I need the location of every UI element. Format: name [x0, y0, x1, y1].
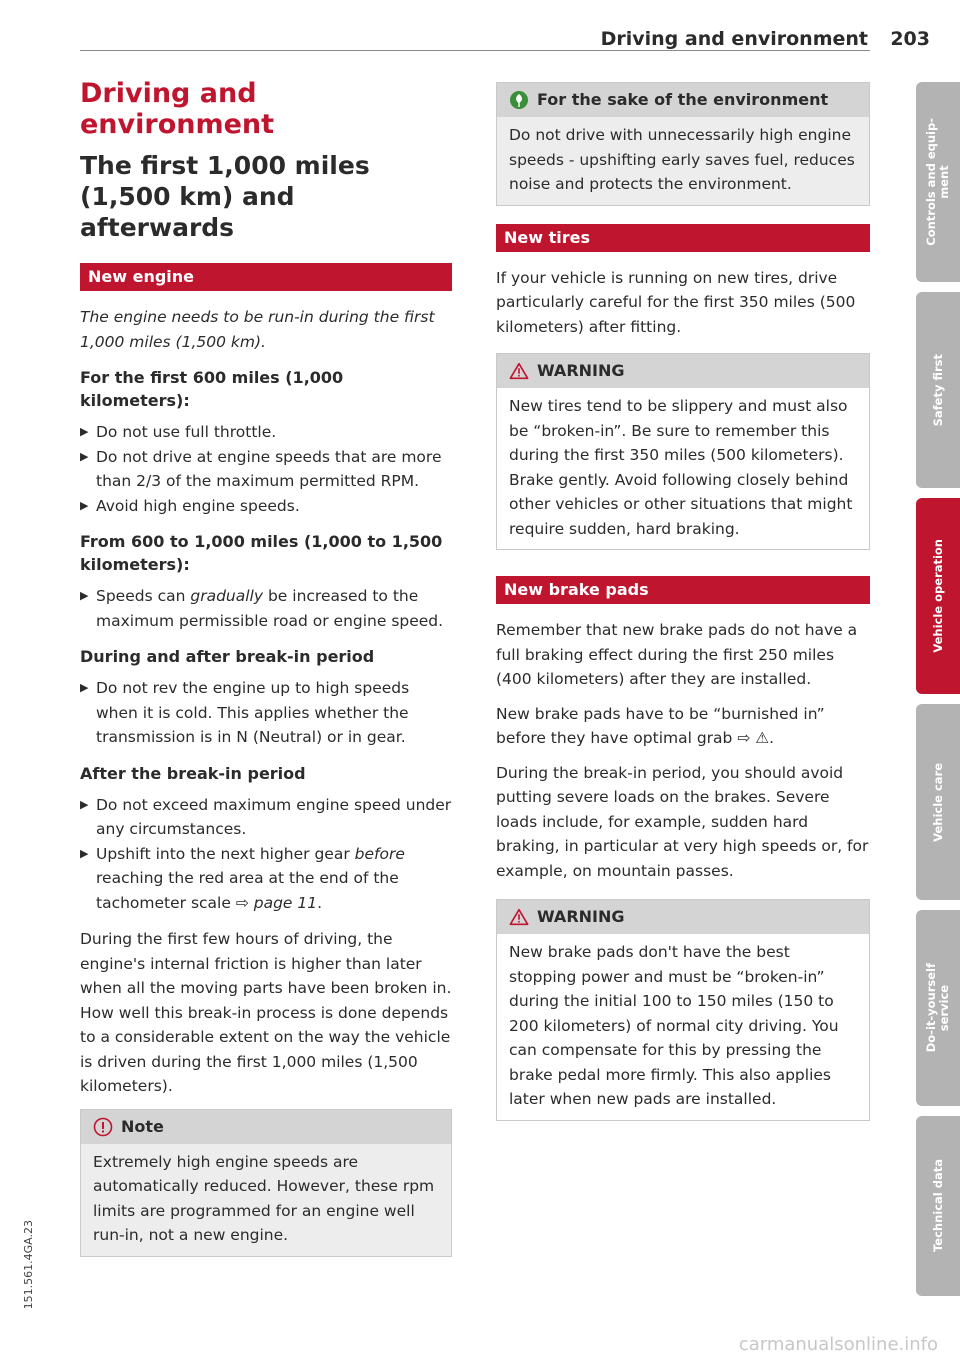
tires-warning-text: New tires tend to be slippery and must also be “broken-in”. Be sure to remember this during the first 350 miles (500 kilometers). Brake gently. Avoid following closely behind other vehicles or other situations that might require sudden, hard braking.: [497, 388, 869, 549]
brake-warning-box: [496, 899, 870, 1121]
watermark: carmanualsonline.info: [738, 1334, 938, 1355]
right-column: [496, 74, 870, 1137]
list-item: ▶ Do not drive at engine speeds that are more than 2/3 of the maximum permitted RPM.: [80, 445, 452, 494]
warning-triangle-icon: [509, 907, 529, 927]
section-bar-new-tires: New tires: [496, 224, 870, 252]
subhead-during-after: During and after break-in period: [80, 647, 375, 666]
page-reference-link[interactable]: ⇨ page 11: [235, 893, 318, 912]
list-item: ▶ Do not exceed maximum engine speed under any circumstances.: [80, 793, 452, 842]
tires-warning-header: [497, 354, 869, 388]
list-after: [80, 793, 452, 916]
left-column: [80, 74, 452, 1273]
brake-warning-text: New brake pads don't have the best stopping power and must be “broken-in” during the initial 100 to 150 miles (150 to 200 kilometers) of normal city driving. You can compensate for this by pressing the brake pedal more firmly. This also applies later when new pads are installed.: [497, 934, 869, 1120]
header-rule: [80, 50, 870, 51]
tires-text: If your vehicle is running on new tires, drive particularly careful for the first 350 miles (500 kilometers) after fitting.: [496, 268, 856, 336]
note-icon: [93, 1117, 113, 1137]
intro-text: The engine needs to be run-in during the first 1,000 miles (1,500 km).: [80, 308, 435, 351]
tab-do-it-yourself-service[interactable]: Do-it-yourself service: [916, 910, 960, 1106]
list-item: ▶ Avoid high engine speeds.: [80, 494, 452, 519]
chapter-title: Driving and environment: [80, 78, 275, 140]
bullet-triangle-icon: ▶: [80, 589, 89, 602]
environment-text: Do not drive with unnecessarily high engine speeds - upshifting early saves fuel, reduces noise and protects the environment.: [497, 117, 869, 205]
environment-title: For the sake of the environment: [537, 90, 829, 109]
environment-icon: [509, 90, 529, 110]
tab-controls-and-equipment[interactable]: Controls and equip- ment: [916, 82, 960, 282]
tab-technical-data[interactable]: Technical data: [916, 1116, 960, 1296]
list-600-to-1000: [80, 584, 452, 633]
brake-warning-title: WARNING: [537, 907, 625, 926]
environment-header: [497, 83, 869, 117]
brake-paragraph-2: New brake pads have to be “burnished in” before they have optimal grab ⇨ ⚠.: [496, 704, 825, 747]
bullet-triangle-icon: ▶: [80, 846, 89, 860]
bullet-triangle-icon: ▶: [80, 681, 89, 694]
list-item: ▶ Speeds can gradually be increased to the maximum permissible road or engine speed.: [80, 584, 452, 633]
bullet-triangle-icon: ▶: [80, 797, 89, 811]
subhead-600-to-1000: From 600 to 1,000 miles (1,000 to 1,500 kilometers):: [80, 532, 443, 574]
document-code: 151.561.4GA.23: [22, 1220, 35, 1310]
break-in-paragraph: During the first few hours of driving, the engine's internal friction is higher than later when all the moving parts have been broken in. How well this break-in process is done depends to a considerable extent on the way the vehicle is driven during the first 1,000 miles (1,500 kilometers).: [80, 930, 452, 1095]
running-title: Driving and environment: [600, 28, 868, 50]
list-during-after: [80, 676, 452, 750]
page-number: 203: [890, 28, 930, 50]
note-text: Extremely high engine speeds are automatically reduced. However, these rpm limits are programmed for an engine well run-in, not a new engine.: [81, 1144, 451, 1256]
brake-paragraph-1: Remember that new brake pads do not have a full braking effect during the first 250 miles (400 kilometers) after they are installed.: [496, 621, 858, 688]
note-title: Note: [121, 1116, 164, 1136]
bullet-triangle-icon: ▶: [80, 449, 89, 463]
list-item: ▶ Do not use full throttle.: [80, 420, 452, 445]
subhead-first-600: For the first 600 miles (1,000 kilometers):: [80, 368, 344, 410]
note-header: [81, 1110, 451, 1144]
list-item: ▶ Do not rev the engine up to high speeds when it is cold. This applies whether the transmission is in N (Neutral) or in gear.: [80, 676, 452, 750]
section-title: The first 1,000 miles (1,500 km) and afterwards: [80, 151, 370, 242]
section-bar-new-engine: New engine: [80, 263, 452, 291]
subhead-after: After the break-in period: [80, 763, 306, 783]
tires-warning-box: [496, 353, 870, 550]
section-bar-new-brake-pads: New brake pads: [496, 576, 870, 604]
warning-triangle-icon: [509, 361, 529, 381]
note-box: [80, 1109, 452, 1257]
environment-box: [496, 82, 870, 206]
list-first-600: [80, 420, 452, 518]
bullet-triangle-icon: ▶: [80, 425, 89, 438]
tires-warning-title: WARNING: [537, 361, 625, 380]
list-item: ▶ Upshift into the next higher gear before reaching the red area at the end of the tachometer scale ⇨ page 11.: [80, 842, 452, 916]
bullet-triangle-icon: ▶: [80, 498, 89, 512]
brake-warning-header: [497, 900, 869, 934]
tab-safety-first[interactable]: Safety first: [916, 292, 960, 488]
brake-paragraph-3: During the break-in period, you should avoid putting severe loads on the brakes. Severe loads include, for example, sudden hard braking, in particular at very high speeds or, for example, on mountain passes.: [496, 763, 869, 880]
tab-vehicle-care[interactable]: Vehicle care: [916, 704, 960, 900]
tab-vehicle-operation[interactable]: Vehicle operation: [916, 498, 960, 694]
